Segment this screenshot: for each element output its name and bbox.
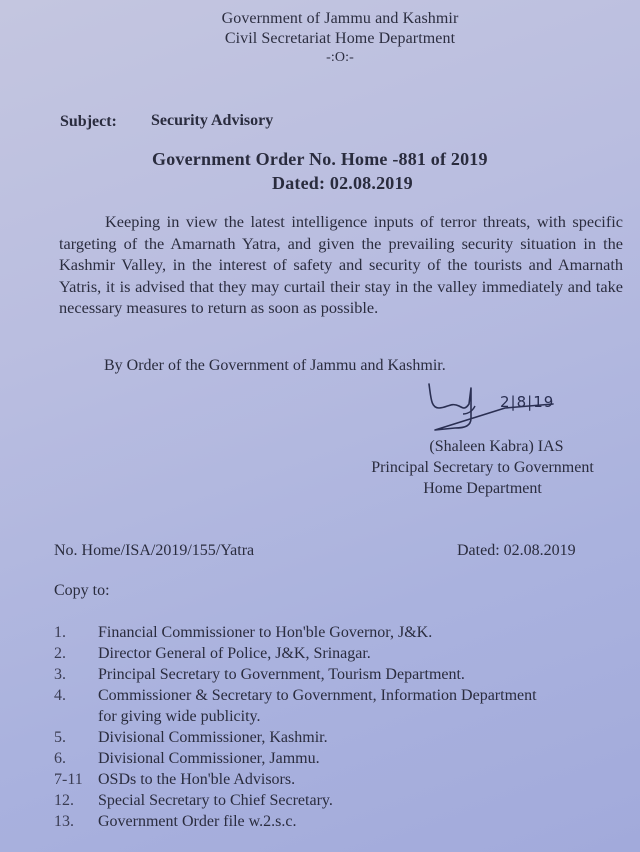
list-item — [54, 769, 638, 790]
list-item-text: Special Secretary to Chief Secretary. — [98, 792, 333, 809]
letterhead-separator: -:O:- — [326, 50, 354, 65]
list-item-number: 13. — [54, 813, 74, 830]
copy-to-label: Copy to: — [54, 582, 110, 599]
list-item — [54, 790, 638, 811]
list-item — [54, 643, 638, 664]
letterhead-line-2: Civil Secretariat Home Department — [224, 30, 456, 47]
list-item-number: 1. — [54, 624, 66, 641]
list-item-text: Director General of Police, J&K, Srinagar. — [98, 645, 371, 662]
list-item — [54, 748, 638, 769]
list-item-number: 4. — [54, 687, 66, 704]
by-order-line: By Order of the Government of Jammu and Kashmir. — [104, 357, 446, 374]
order-title: Government Order No. Home -881 of 2019 — [152, 149, 488, 169]
list-item-continuation: for giving wide publicity. — [98, 708, 261, 725]
list-item-text: OSDs to the Hon'ble Advisors. — [98, 771, 296, 788]
signatory-block — [345, 436, 620, 499]
signatory-designation: Principal Secretary to Government — [371, 459, 594, 476]
order-date: Dated: 02.08.2019 — [272, 173, 413, 193]
list-item — [54, 622, 638, 643]
list-item — [54, 664, 638, 685]
signatory-name: (Shaleen Kabra) IAS — [429, 438, 564, 455]
reference-date: Dated: 02.08.2019 — [457, 542, 576, 559]
list-item — [54, 811, 638, 832]
copy-to-list — [54, 622, 638, 832]
list-item — [54, 685, 638, 706]
signature-handwritten-date: 2|8|19 — [500, 393, 555, 411]
list-item-text: Divisional Commissioner, Kashmir. — [98, 729, 328, 746]
list-item-number: 6. — [54, 750, 66, 767]
list-item — [54, 727, 638, 748]
reference-number: No. Home/ISA/2019/155/Yatra — [54, 542, 255, 559]
list-item-number: 3. — [54, 666, 66, 683]
list-item-number: 2. — [54, 645, 66, 662]
subject-value: Security Advisory — [151, 112, 274, 129]
subject-label: Subject: — [60, 113, 117, 130]
list-item-text: Divisional Commissioner, Jammu. — [98, 750, 320, 767]
list-item-number: 12. — [54, 792, 74, 809]
signatory-department: Home Department — [423, 480, 542, 497]
list-item-text: Commissioner & Secretary to Government, Information Department — [98, 687, 537, 704]
list-item-number: 7-11 — [54, 771, 83, 788]
letterhead-line-1: Government of Jammu and Kashmir — [221, 10, 459, 27]
list-item-text: Government Order file w.2.s.c. — [98, 813, 297, 830]
list-item-text: Financial Commissioner to Hon'ble Governor, J&K. — [98, 624, 433, 641]
list-item-text: Principal Secretary to Government, Tourism Department. — [98, 666, 465, 683]
advisory-paragraph: Keeping in view the latest intelligence inputs of terror threats, with specific targeting of the Amarnath Yatra, and given the prevailing security situation in the Kashmir Valley, in the interest of safety and security of the tourists and Amarnath Yatris, it is advised that they may curtail their stay in the valley immediately and take necessary measures to return as soon as possible. — [59, 212, 623, 318]
signature-icon — [425, 378, 595, 444]
list-item-number: 5. — [54, 729, 66, 746]
